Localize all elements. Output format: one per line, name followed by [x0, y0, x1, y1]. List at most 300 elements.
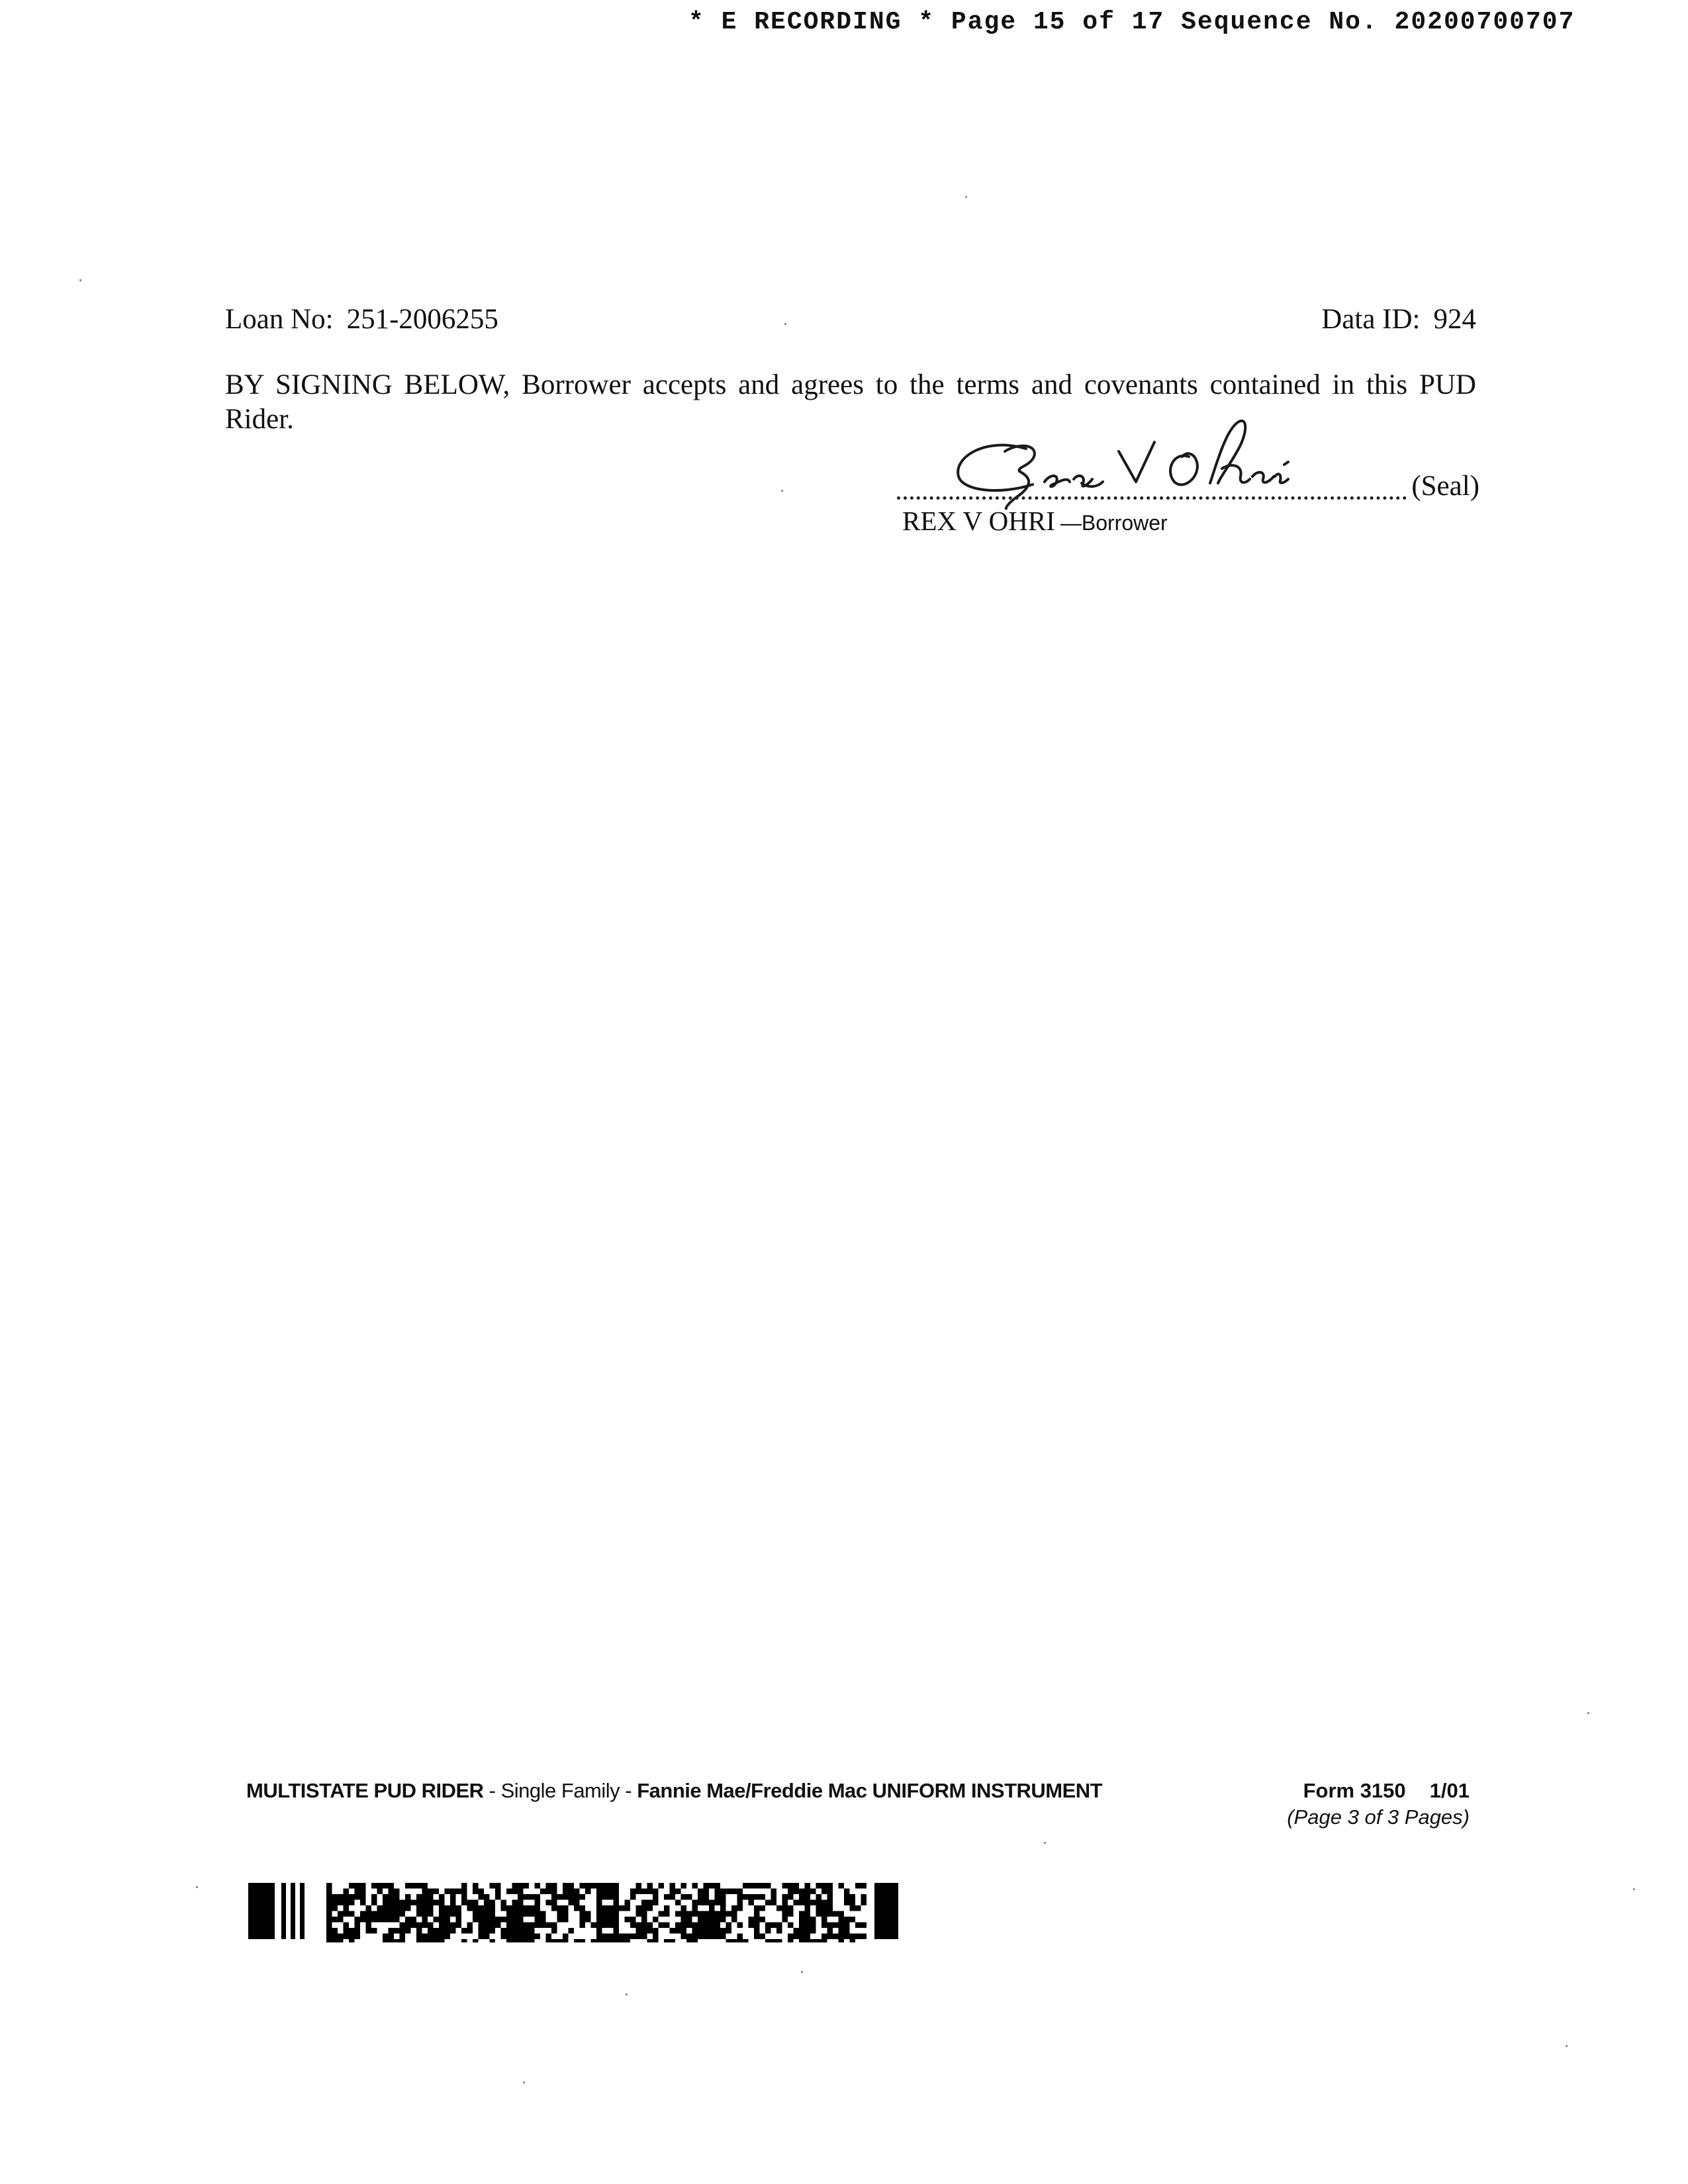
barcode-module — [653, 1934, 659, 1940]
barcode-module — [619, 1934, 625, 1940]
barcode-module — [445, 1889, 451, 1895]
barcode-module — [681, 1928, 687, 1934]
barcode-module — [816, 1894, 822, 1900]
barcode-module — [782, 1905, 788, 1911]
barcode-module — [371, 1928, 377, 1934]
barcode-module — [692, 1911, 698, 1917]
barcode-module — [326, 1923, 332, 1929]
barcode-module — [715, 1889, 721, 1895]
barcode-module — [821, 1889, 827, 1895]
barcode-module — [569, 1894, 575, 1900]
barcode-module — [839, 1934, 845, 1940]
barcode-module — [720, 1900, 726, 1906]
barcode-module — [411, 1900, 417, 1906]
footer-form-title — [246, 1779, 1102, 1803]
barcode-module — [749, 1894, 755, 1900]
barcode-module — [326, 1883, 332, 1889]
scan-speck — [965, 196, 967, 198]
barcode-module — [422, 1917, 428, 1923]
barcode-module — [709, 1928, 715, 1934]
barcode-module — [760, 1894, 766, 1900]
barcode-module — [360, 1911, 366, 1917]
barcode-module — [821, 1939, 827, 1942]
barcode-module — [389, 1900, 395, 1906]
barcode-module — [630, 1889, 636, 1895]
barcode-module — [861, 1900, 867, 1906]
barcode-module — [839, 1928, 845, 1934]
signer-name: REX V OHRI — [902, 506, 1055, 536]
barcode-module — [473, 1883, 479, 1889]
barcode-module — [344, 1928, 350, 1934]
barcode-module — [473, 1917, 479, 1923]
barcode-module — [664, 1905, 670, 1911]
barcode-module — [810, 1923, 816, 1929]
barcode-module — [861, 1934, 867, 1940]
barcode-module — [704, 1911, 710, 1917]
barcode-module — [641, 1928, 647, 1934]
barcode-module — [692, 1928, 698, 1934]
barcode-module — [394, 1900, 400, 1906]
data-id — [1321, 303, 1476, 336]
barcode-module — [546, 1923, 552, 1929]
barcode-module — [625, 1917, 631, 1923]
barcode-module — [805, 1883, 811, 1889]
barcode-module — [383, 1883, 389, 1889]
barcode-module — [389, 1905, 395, 1911]
barcode-module — [855, 1883, 861, 1889]
barcode-module — [709, 1911, 715, 1917]
barcode-module — [715, 1894, 721, 1900]
barcode-module — [698, 1911, 704, 1917]
barcode-module — [805, 1900, 811, 1906]
barcode-module — [434, 1928, 440, 1934]
barcode-module — [563, 1905, 569, 1911]
barcode-module — [641, 1889, 647, 1895]
barcode-module — [512, 1934, 518, 1940]
scan-speck — [781, 490, 783, 492]
document-barcode — [248, 1880, 904, 1942]
barcode-module — [479, 1889, 485, 1895]
barcode-module — [461, 1900, 467, 1906]
data-id-value: 924 — [1433, 304, 1476, 335]
barcode-module — [422, 1923, 428, 1929]
barcode-module — [377, 1905, 383, 1911]
barcode-module — [591, 1939, 597, 1942]
barcode-module — [704, 1928, 710, 1934]
barcode-module — [569, 1883, 575, 1889]
barcode-module — [501, 1928, 507, 1934]
barcode-module — [608, 1939, 614, 1942]
barcode-module — [805, 1917, 811, 1923]
barcode-module — [416, 1894, 422, 1900]
barcode-module — [641, 1934, 647, 1940]
barcode-module — [737, 1889, 743, 1895]
barcode-module — [377, 1911, 383, 1917]
recording-stamp: * E RECORDING * Page 15 of 17 Sequence No. 20200700707 — [688, 8, 1575, 36]
barcode-module — [416, 1928, 422, 1934]
barcode-module — [461, 1928, 467, 1934]
barcode-module — [445, 1917, 451, 1923]
barcode-module — [484, 1928, 490, 1934]
barcode-module — [355, 1923, 361, 1929]
barcode-module — [434, 1900, 440, 1906]
barcode-module — [754, 1911, 760, 1917]
barcode-module — [479, 1917, 485, 1923]
barcode-module — [332, 1917, 338, 1923]
barcode-module — [473, 1889, 479, 1895]
barcode-module — [563, 1889, 569, 1895]
barcode-module — [765, 1900, 771, 1906]
barcode-module — [698, 1928, 704, 1934]
barcode-module — [608, 1934, 614, 1940]
barcode-module — [641, 1905, 647, 1911]
barcode-module — [428, 1911, 434, 1917]
barcode-module — [596, 1917, 602, 1923]
barcode-module — [602, 1905, 608, 1911]
barcode-module — [495, 1917, 501, 1923]
barcode-module — [821, 1911, 827, 1917]
barcode-module — [349, 1900, 355, 1906]
barcode-module — [709, 1923, 715, 1929]
barcode-module — [371, 1894, 377, 1900]
barcode-module — [614, 1928, 620, 1934]
barcode-module — [439, 1934, 445, 1940]
barcode-module — [855, 1923, 861, 1929]
barcode-module — [400, 1934, 406, 1940]
barcode-module — [585, 1911, 591, 1917]
barcode-module — [799, 1928, 805, 1934]
barcode-module — [355, 1894, 361, 1900]
barcode-module — [794, 1928, 800, 1934]
loan-number — [225, 303, 498, 336]
barcode-module — [439, 1923, 445, 1929]
barcode-module — [596, 1934, 602, 1940]
barcode-module — [698, 1894, 704, 1900]
barcode-module — [788, 1889, 794, 1895]
barcode-module — [816, 1905, 822, 1911]
scan-speck — [1587, 1712, 1589, 1714]
barcode-module — [596, 1939, 602, 1942]
barcode-module — [557, 1905, 563, 1911]
barcode-module — [839, 1923, 845, 1929]
barcode-module — [461, 1939, 467, 1942]
barcode-module — [484, 1905, 490, 1911]
barcode-module — [422, 1900, 428, 1906]
barcode-module — [501, 1900, 507, 1906]
barcode-module — [805, 1889, 811, 1895]
barcode-module — [344, 1900, 350, 1906]
barcode-module — [844, 1894, 850, 1900]
barcode-module — [540, 1917, 546, 1923]
barcode-module — [512, 1905, 518, 1911]
barcode-module — [686, 1911, 692, 1917]
barcode-module — [445, 1905, 451, 1911]
barcode-module — [776, 1923, 782, 1929]
barcode-module — [518, 1939, 524, 1942]
barcode-module — [512, 1900, 518, 1906]
barcode-module — [484, 1911, 490, 1917]
barcode-module — [479, 1905, 485, 1911]
barcode-module — [698, 1900, 704, 1906]
barcode-module — [765, 1883, 771, 1889]
barcode-module — [731, 1905, 737, 1911]
barcode-module — [501, 1917, 507, 1923]
barcode-module — [771, 1923, 777, 1929]
barcode-module — [765, 1928, 771, 1934]
barcode-module — [484, 1923, 490, 1929]
barcode-module — [821, 1883, 827, 1889]
barcode-module — [400, 1905, 406, 1911]
barcode-module — [715, 1923, 721, 1929]
barcode-module — [850, 1934, 856, 1940]
barcode-module — [569, 1889, 575, 1895]
barcode-module — [405, 1894, 411, 1900]
barcode-module — [332, 1900, 338, 1906]
barcode-module — [794, 1934, 800, 1940]
barcode-module — [405, 1905, 411, 1911]
form-label: Form 3150 — [1303, 1779, 1406, 1802]
barcode-module — [647, 1905, 653, 1911]
barcode-module — [653, 1900, 659, 1906]
barcode-module — [608, 1894, 614, 1900]
barcode-module — [776, 1905, 782, 1911]
barcode-module — [743, 1939, 749, 1942]
barcode-module — [512, 1939, 518, 1942]
barcode-module — [524, 1934, 530, 1940]
barcode-module — [326, 1911, 332, 1917]
signer-caption — [902, 505, 1168, 537]
barcode-module — [664, 1894, 670, 1900]
barcode-module — [805, 1911, 811, 1917]
barcode-module — [450, 1928, 456, 1934]
barcode-module — [850, 1900, 856, 1906]
barcode-module — [529, 1905, 535, 1911]
barcode-module — [810, 1928, 816, 1934]
barcode-module — [760, 1905, 766, 1911]
barcode-module — [760, 1934, 766, 1940]
barcode-module — [580, 1894, 586, 1900]
barcode-module — [332, 1928, 338, 1934]
barcode-module — [338, 1894, 344, 1900]
barcode-module — [636, 1883, 642, 1889]
barcode-module — [467, 1928, 473, 1934]
barcode-module — [355, 1883, 361, 1889]
barcode-module — [726, 1939, 732, 1942]
barcode-module — [630, 1923, 636, 1929]
barcode-module — [743, 1894, 749, 1900]
barcode-module — [518, 1911, 524, 1917]
barcode-module — [461, 1894, 467, 1900]
barcode-module — [630, 1917, 636, 1923]
barcode-module — [326, 1900, 332, 1906]
barcode-module — [416, 1934, 422, 1940]
barcode-module — [332, 1934, 338, 1940]
barcode-module — [749, 1900, 755, 1906]
barcode-module — [394, 1894, 400, 1900]
scan-speck — [1633, 1888, 1635, 1890]
barcode-module — [664, 1939, 670, 1942]
barcode-module — [490, 1911, 496, 1917]
barcode-module — [794, 1883, 800, 1889]
barcode-module — [827, 1934, 833, 1940]
barcode-module — [512, 1923, 518, 1929]
barcode-module — [535, 1917, 541, 1923]
barcode-module — [704, 1883, 710, 1889]
barcode-module — [338, 1917, 344, 1923]
barcode-module — [850, 1939, 856, 1942]
barcode-module — [861, 1883, 867, 1889]
barcode-module — [422, 1894, 428, 1900]
barcode-module — [704, 1894, 710, 1900]
barcode-module — [704, 1934, 710, 1940]
barcode-module — [715, 1934, 721, 1940]
barcode-module — [715, 1917, 721, 1923]
scan-speck — [196, 1886, 198, 1888]
barcode-module — [580, 1883, 586, 1889]
barcode-module — [529, 1934, 535, 1940]
barcode-module — [456, 1905, 462, 1911]
barcode-module — [737, 1939, 743, 1942]
barcode-module — [450, 1923, 456, 1929]
barcode-module — [731, 1939, 737, 1942]
barcode-module — [394, 1911, 400, 1917]
barcode-module — [816, 1900, 822, 1906]
barcode-module — [675, 1889, 681, 1895]
barcode-module — [726, 1911, 732, 1917]
barcode-module — [349, 1911, 355, 1917]
barcode-module — [827, 1894, 833, 1900]
barcode-module — [698, 1917, 704, 1923]
barcode-module — [360, 1917, 366, 1923]
form-date: 1/01 — [1429, 1779, 1470, 1802]
barcode-module — [709, 1883, 715, 1889]
barcode-module — [569, 1928, 575, 1934]
barcode-module — [389, 1889, 395, 1895]
barcode-module — [540, 1911, 546, 1917]
barcode-module — [450, 1905, 456, 1911]
barcode-module — [450, 1889, 456, 1895]
barcode-module — [749, 1883, 755, 1889]
barcode-module — [670, 1883, 676, 1889]
barcode-module — [524, 1905, 530, 1911]
barcode-module — [664, 1911, 670, 1917]
barcode-module — [349, 1883, 355, 1889]
barcode-module — [326, 1894, 332, 1900]
barcode-module — [506, 1911, 512, 1917]
barcode-module — [490, 1883, 496, 1889]
barcode-module — [602, 1917, 608, 1923]
barcode-module — [827, 1883, 833, 1889]
barcode-module — [737, 1923, 743, 1929]
scan-speck — [1566, 2045, 1568, 2047]
barcode-module — [450, 1900, 456, 1906]
barcode-module — [428, 1934, 434, 1940]
barcode-module — [816, 1939, 822, 1942]
signature-block — [897, 410, 1479, 536]
barcode-module — [602, 1883, 608, 1889]
footer-title-bold-2: Fannie Mae/Freddie Mac UNIFORM INSTRUMENT — [637, 1779, 1103, 1802]
barcode-module — [647, 1889, 653, 1895]
barcode-module — [563, 1917, 569, 1923]
barcode-module — [788, 1911, 794, 1917]
barcode-module — [518, 1905, 524, 1911]
barcode-module — [456, 1917, 462, 1923]
barcode-module — [670, 1928, 676, 1934]
barcode-module — [366, 1928, 372, 1934]
barcode-module — [349, 1894, 355, 1900]
barcode-module — [816, 1911, 822, 1917]
barcode-module — [771, 1889, 777, 1895]
barcode-module — [681, 1894, 687, 1900]
barcode-module — [782, 1900, 788, 1906]
barcode-module — [614, 1911, 620, 1917]
barcode-module — [428, 1900, 434, 1906]
barcode-module — [630, 1934, 636, 1940]
barcode-module — [529, 1939, 535, 1942]
barcode-module — [614, 1894, 620, 1900]
barcode-module — [670, 1889, 676, 1895]
barcode-module — [479, 1894, 485, 1900]
barcode-module — [596, 1905, 602, 1911]
barcode-module — [855, 1934, 861, 1940]
barcode-module — [754, 1905, 760, 1911]
barcode-module — [484, 1934, 490, 1940]
barcode-module — [389, 1894, 395, 1900]
barcode-module — [754, 1917, 760, 1923]
barcode-module — [338, 1939, 344, 1942]
barcode-module — [546, 1939, 552, 1942]
barcode-module — [602, 1939, 608, 1942]
barcode-module — [563, 1911, 569, 1917]
barcode-module — [360, 1883, 366, 1889]
barcode-module — [681, 1917, 687, 1923]
barcode-module — [495, 1889, 501, 1895]
barcode-module — [675, 1900, 681, 1906]
barcode-module — [720, 1911, 726, 1917]
barcode-module — [675, 1911, 681, 1917]
barcode-module — [596, 1894, 602, 1900]
barcode-module — [439, 1905, 445, 1911]
barcode-module — [749, 1917, 755, 1923]
barcode-module — [821, 1934, 827, 1940]
barcode-module — [602, 1934, 608, 1940]
barcode-module — [681, 1923, 687, 1929]
barcode-module — [400, 1923, 406, 1929]
barcode-module — [473, 1911, 479, 1917]
barcode-module — [439, 1928, 445, 1934]
barcode-module — [574, 1900, 580, 1906]
barcode-module — [366, 1911, 372, 1917]
barcode-module — [479, 1928, 485, 1934]
barcode-module — [844, 1917, 850, 1923]
barcode-module — [619, 1905, 625, 1911]
barcode-module — [355, 1917, 361, 1923]
barcode-module — [686, 1939, 692, 1942]
barcode-module — [377, 1883, 383, 1889]
barcode-module — [720, 1905, 726, 1911]
barcode-module — [422, 1905, 428, 1911]
barcode-module — [720, 1917, 726, 1923]
barcode-module — [479, 1923, 485, 1929]
barcode-module — [495, 1894, 501, 1900]
barcode-module — [439, 1939, 445, 1942]
barcode-module — [490, 1923, 496, 1929]
barcode-module — [614, 1900, 620, 1906]
barcode-module — [641, 1911, 647, 1917]
barcode-module — [383, 1917, 389, 1923]
barcode-module — [647, 1900, 653, 1906]
barcode-module — [636, 1934, 642, 1940]
